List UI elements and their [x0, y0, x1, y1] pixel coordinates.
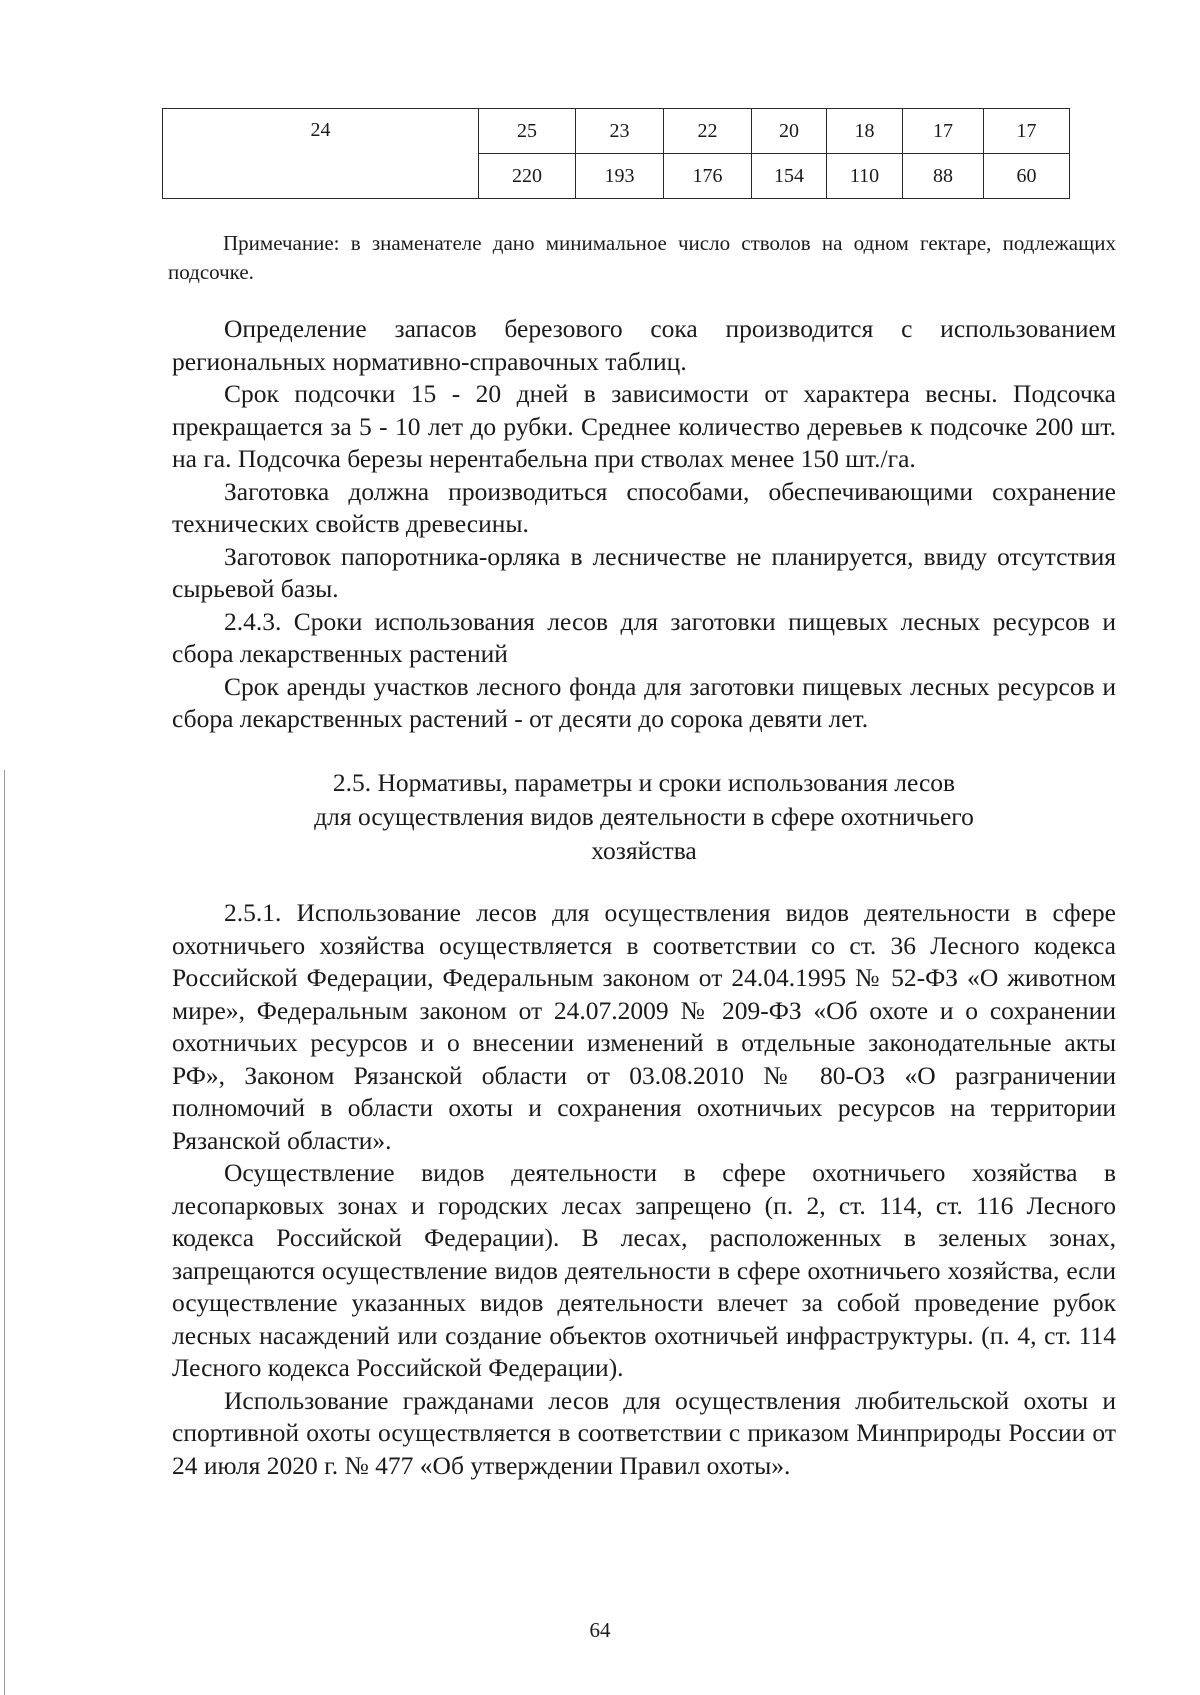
- table-cell: 25: [479, 109, 576, 154]
- scan-edge-line: [4, 770, 5, 1695]
- table-row: [163, 109, 1070, 154]
- section-heading-line: хозяйства: [591, 836, 697, 865]
- table-note: Примечание: в знаменателе дано минимальное число стволов на одном гектаре, подлежащих подсочке.: [168, 231, 1116, 284]
- table-cell: 23: [576, 109, 664, 154]
- table-cell: 22: [664, 109, 752, 154]
- subsection-title: 2.4.3. Сроки использования лесов для заготовки пищевых лесных ресурсов и сбора лекарственных растений: [172, 606, 1116, 668]
- table-label-cell: 24: [163, 109, 479, 199]
- table-cell: 176: [664, 154, 752, 199]
- body-block-1: [172, 313, 1116, 736]
- paragraph: Использование гражданами лесов для осуществления любительской охоты и спортивной охоты осуществляется в соответствии с приказом Минприроды России от 24 июля 2020 г. № 477 «Об утверждении Правил охоты».: [172, 1385, 1116, 1480]
- table-cell: 20: [752, 109, 827, 154]
- tapping-norms-table: [162, 108, 1070, 199]
- table-cell: 17: [984, 109, 1070, 154]
- paragraph: Определение запасов березового сока производится с использованием региональных нормативно-справочных таблиц.: [172, 314, 1116, 376]
- page-number: 64: [589, 1618, 611, 1642]
- section-heading: [172, 766, 1116, 868]
- paragraph: Срок подсочки 15 - 20 дней в зависимости от характера весны. Подсочка прекращается за 5 - 10 лет до рубки. Среднее количество деревьев к подсочке 200 шт. на га. Подсочка березы нерентабельна при стволах менее 150 шт./га.: [172, 379, 1116, 473]
- section-heading-line: 2.5. Нормативы, параметры и сроки использования лесов: [332, 768, 956, 797]
- paragraph: Заготовок папоротника-орляка в лесничестве не планируется, ввиду отсутствия сырьевой базы.: [172, 541, 1116, 603]
- table-cell: 17: [903, 109, 984, 154]
- body-block-2: [172, 897, 1116, 1482]
- table-cell: 154: [752, 154, 827, 199]
- section-heading-line: для осуществления видов деятельности в сфере охотничьего: [314, 802, 974, 831]
- table-cell: 60: [984, 154, 1070, 199]
- table-cell: 88: [903, 154, 984, 199]
- paragraph: Заготовка должна производиться способами, обеспечивающими сохранение технических свойств древесины.: [172, 476, 1116, 538]
- table-cell: 18: [827, 109, 903, 154]
- table-cell: 193: [576, 154, 664, 199]
- paragraph: 2.5.1. Использование лесов для осуществления видов деятельности в сфере охотничьего хозяйства осуществляется в соответствии со ст. 36 Лесного кодекса Российской Федерации, Федеральным законом от 24.04.1995 № 52-ФЗ «О животном мире», Федеральным законом от 24.07.2009 № 209-ФЗ «Об охоте и о сохранении охотничьих ресурсов и о внесении изменений в отдельные законодательные акты РФ», Законом Рязанской области от 03.08.2010 № 80-ОЗ «О разграничении полномочий в области охоты и сохранения охотничьих ресурсов на территории Рязанской области».: [172, 898, 1116, 1155]
- table-cell: 110: [827, 154, 903, 199]
- table-cell: 220: [479, 154, 576, 199]
- paragraph: Срок аренды участков лесного фонда для заготовки пищевых лесных ресурсов и сбора лекарственных растений - от десяти до сорока девяти лет.: [172, 671, 1116, 733]
- paragraph: Осуществление видов деятельности в сфере охотничьего хозяйства в лесопарковых зонах и городских лесах запрещено (п. 2, ст. 114, ст. 116 Лесного кодекса Российской Федерации). В лесах, расположенных в зеленых зонах, запрещаются осуществление видов деятельности в сфере охотничьего хозяйства, если осуществление указанных видов деятельности влечет за собой проведение рубок лесных насаждений или создание объектов охотничьей инфраструктуры. (п. 4, ст. 114 Лесного кодекса Российской Федерации).: [172, 1158, 1116, 1382]
